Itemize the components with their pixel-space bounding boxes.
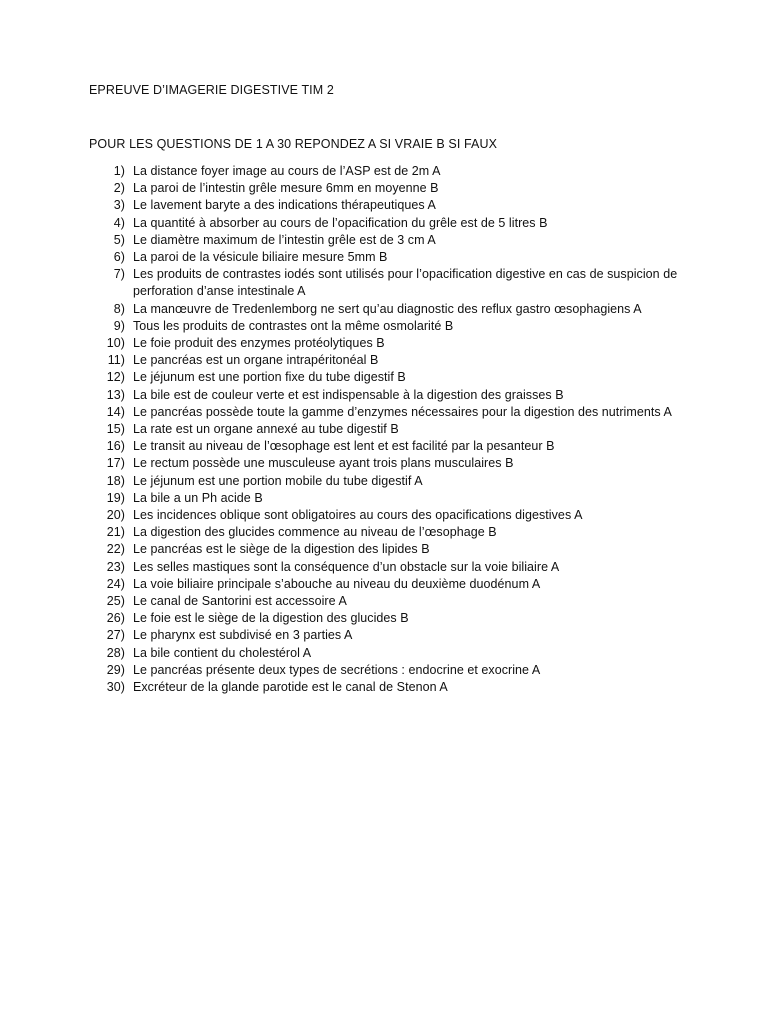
question-text: La bile contient du cholestérol A — [133, 645, 312, 660]
question-text: Le foie est le siège de la digestion des glucides B — [133, 611, 409, 626]
question-number: 11) — [107, 353, 125, 368]
question-text: Les selles mastiques sont la conséquence d’un obstacle sur la voie biliaire A — [133, 559, 560, 574]
question-number: 27) — [106, 628, 125, 643]
question-item — [89, 576, 689, 593]
question-item — [89, 421, 689, 438]
question-item — [89, 266, 689, 300]
question-text: La manœuvre de Tredenlemborg ne sert qu’au diagnostic des reflux gastro œsophagiens A — [133, 301, 642, 316]
question-item — [89, 335, 689, 352]
question-text: La paroi de la vésicule biliaire mesure 5mm B — [133, 250, 388, 265]
question-item — [89, 541, 689, 558]
question-number: 12) — [106, 370, 125, 385]
question-text: Excréteur de la glande parotide est le canal de Stenon A — [133, 680, 448, 695]
question-number: 14) — [106, 404, 125, 419]
question-item — [89, 215, 689, 232]
question-text: La quantité à absorber au cours de l’opacification du grêle est de 5 litres B — [133, 215, 548, 230]
question-text: La bile a un Ph acide B — [133, 490, 263, 505]
question-text: Les incidences oblique sont obligatoires au cours des opacifications digestives A — [133, 508, 583, 523]
question-number: 30) — [106, 680, 125, 695]
question-text: La paroi de l’intestin grêle mesure 6mm en moyenne B — [133, 181, 439, 196]
question-text: La voie biliaire principale s’abouche au niveau du deuxième duodénum A — [133, 576, 541, 591]
question-text: Le pharynx est subdivisé en 3 parties A — [133, 628, 353, 643]
question-number: 9) — [113, 318, 125, 333]
question-text: La distance foyer image au cours de l’ASP est de 2m A — [133, 164, 441, 178]
question-number: 1) — [113, 164, 125, 178]
question-number: 18) — [106, 473, 125, 488]
question-text: Le jéjunum est une portion fixe du tube digestif B — [133, 370, 406, 385]
question-item — [89, 627, 689, 644]
question-number: 19) — [106, 490, 125, 505]
question-item — [89, 662, 689, 679]
question-item — [89, 473, 689, 490]
question-item — [89, 559, 689, 576]
question-number: 10) — [106, 336, 125, 351]
instruction-text: POUR LES QUESTIONS DE 1 A 30 REPONDEZ A SI VRAIE B SI FAUX — [89, 137, 498, 151]
question-text: Tous les produits de contrastes ont la même osmolarité B — [133, 318, 454, 333]
question-list — [89, 163, 689, 696]
question-text: Le rectum possède une musculeuse ayant trois plans musculaires B — [133, 456, 514, 471]
question-number: 28) — [106, 645, 125, 660]
question-number: 6) — [113, 250, 125, 265]
question-item — [89, 610, 689, 627]
question-item — [89, 249, 689, 266]
question-text: Le jéjunum est une portion mobile du tube digestif A — [133, 473, 423, 488]
question-number: 2) — [113, 181, 125, 196]
question-item — [89, 507, 689, 524]
question-number: 7) — [113, 267, 125, 282]
question-number: 26) — [106, 611, 125, 626]
question-number: 8) — [113, 301, 125, 316]
question-item — [89, 645, 689, 662]
question-number: 15) — [106, 422, 125, 437]
question-item — [89, 679, 689, 696]
question-item — [89, 404, 689, 421]
question-text: Le lavement baryte a des indications thérapeutiques A — [133, 198, 436, 213]
question-number: 21) — [106, 525, 125, 540]
question-number: 20) — [106, 508, 125, 523]
question-item — [89, 180, 689, 197]
question-item — [89, 301, 689, 318]
question-number: 5) — [113, 232, 125, 247]
question-number: 29) — [106, 662, 125, 677]
question-item — [89, 163, 689, 180]
question-item — [89, 369, 689, 386]
question-number: 23) — [106, 559, 125, 574]
question-item — [89, 197, 689, 214]
question-text: La digestion des glucides commence au niveau de l’œsophage B — [133, 525, 497, 540]
question-number: 3) — [113, 198, 125, 213]
question-item — [89, 318, 689, 335]
question-text: Les produits de contrastes iodés sont utilisés pour l’opacification digestive en cas de suspicion de perforation d’anse intestinale A — [133, 267, 678, 299]
question-text: Le foie produit des enzymes protéolytiques B — [133, 336, 385, 351]
question-item — [89, 387, 689, 404]
question-text: Le pancréas présente deux types de secrétions : endocrine et exocrine A — [133, 662, 541, 677]
question-item — [89, 524, 689, 541]
question-text: Le pancréas possède toute la gamme d’enzymes nécessaires pour la digestion des nutriments A — [133, 404, 672, 419]
question-number: 22) — [106, 542, 125, 557]
question-item — [89, 490, 689, 507]
question-number: 17) — [106, 456, 125, 471]
question-text: Le pancréas est un organe intrapéritonéal B — [133, 353, 379, 368]
question-item — [89, 232, 689, 249]
document-title: EPREUVE D’IMAGERIE DIGESTIVE TIM 2 — [89, 83, 334, 97]
question-number: 24) — [106, 576, 125, 591]
question-number: 4) — [113, 215, 125, 230]
question-text: La rate est un organe annexé au tube digestif B — [133, 422, 399, 437]
question-number: 25) — [106, 594, 125, 609]
question-item — [89, 593, 689, 610]
question-text: Le transit au niveau de l’œsophage est lent et est facilité par la pesanteur B — [133, 439, 555, 454]
question-text: Le canal de Santorini est accessoire A — [133, 594, 347, 609]
question-item — [89, 352, 689, 369]
question-item — [89, 438, 689, 455]
question-item — [89, 455, 689, 472]
question-text: La bile est de couleur verte et est indispensable à la digestion des graisses B — [133, 387, 564, 402]
question-number: 13) — [106, 387, 125, 402]
question-text: Le pancréas est le siège de la digestion des lipides B — [133, 542, 430, 557]
question-number: 16) — [106, 439, 125, 454]
question-text: Le diamètre maximum de l’intestin grêle est de 3 cm A — [133, 232, 436, 247]
